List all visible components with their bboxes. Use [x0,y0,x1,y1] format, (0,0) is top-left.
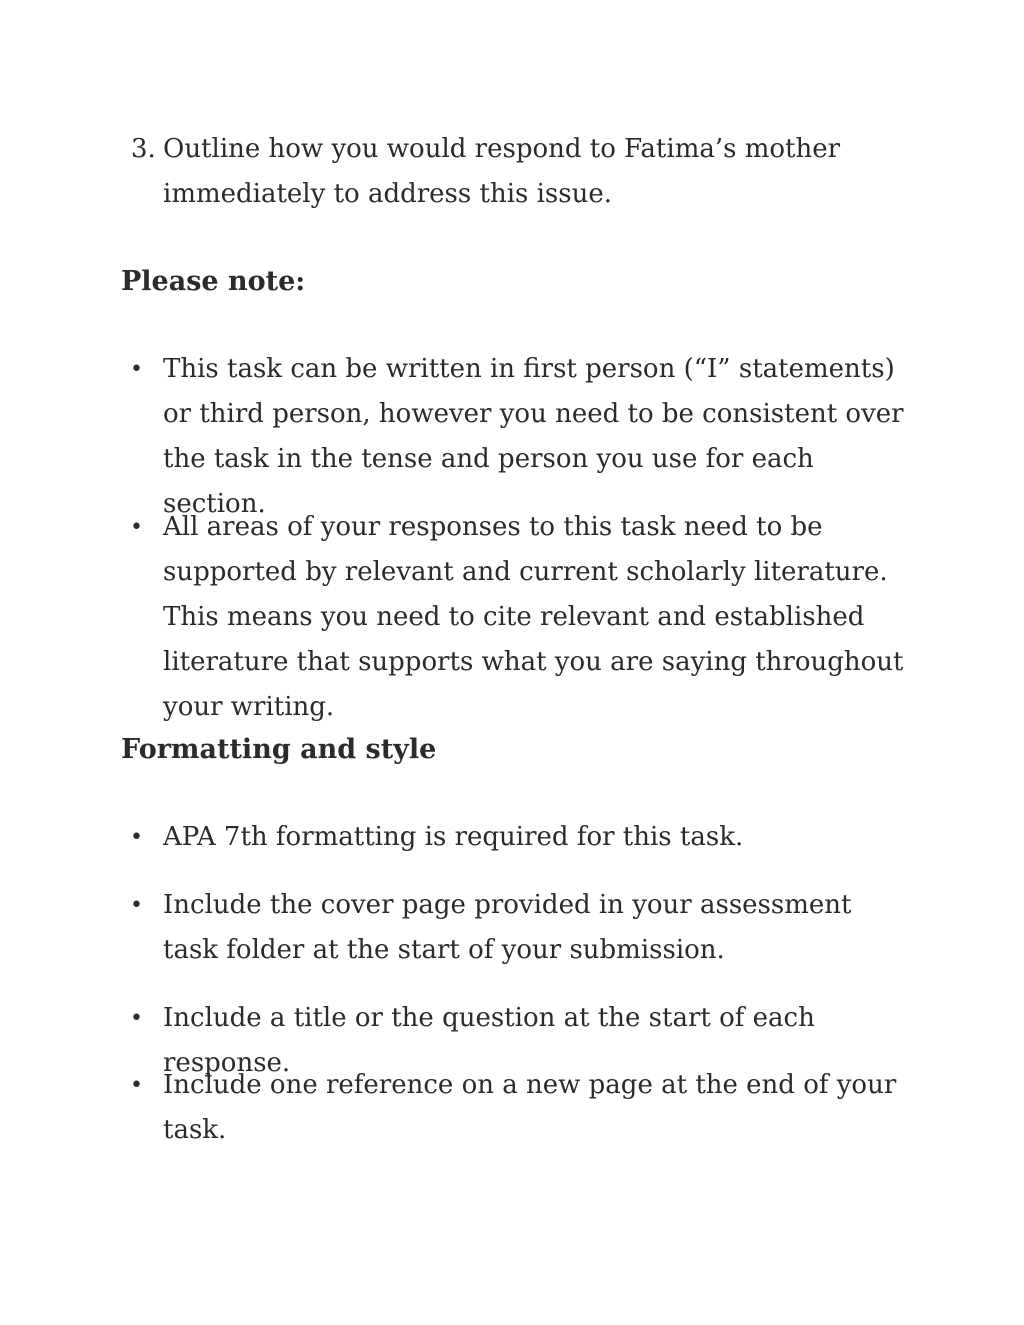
bullet-icon: • [130,357,143,382]
list-item-text: Include one reference on a new page at the end of your task. [163,1070,897,1145]
bullet-icon: • [130,893,143,918]
list-item-text: Include a title or the question at the start of each response. [163,1003,815,1078]
list-item-text: APA 7th formatting is required for this task. [163,822,744,852]
please-note-heading: Please note: [121,266,306,297]
list-item-text: All areas of your responses to this task need to be supported by relevant and current scholarly literature. This means you need to cite relevant and established literature that supports what you are saying throughout your writing. [163,512,904,722]
bullet-icon: • [130,1073,143,1098]
list-item-text: This task can be written in first person (“I” statements) or third person, however you need to be consistent over the task in the tense and person you use for each section. [163,354,904,519]
bullet-icon: • [130,825,143,850]
list-number: 3. [131,134,156,164]
bullet-icon: • [130,1006,143,1031]
bullet-icon: • [130,515,143,540]
list-item-text: Include the cover page provided in your assessment task folder at the start of your submission. [163,890,852,965]
list-item-text: Outline how you would respond to Fatima’s mother immediately to address this issue. [163,134,841,209]
formatting-heading: Formatting and style [121,734,437,765]
